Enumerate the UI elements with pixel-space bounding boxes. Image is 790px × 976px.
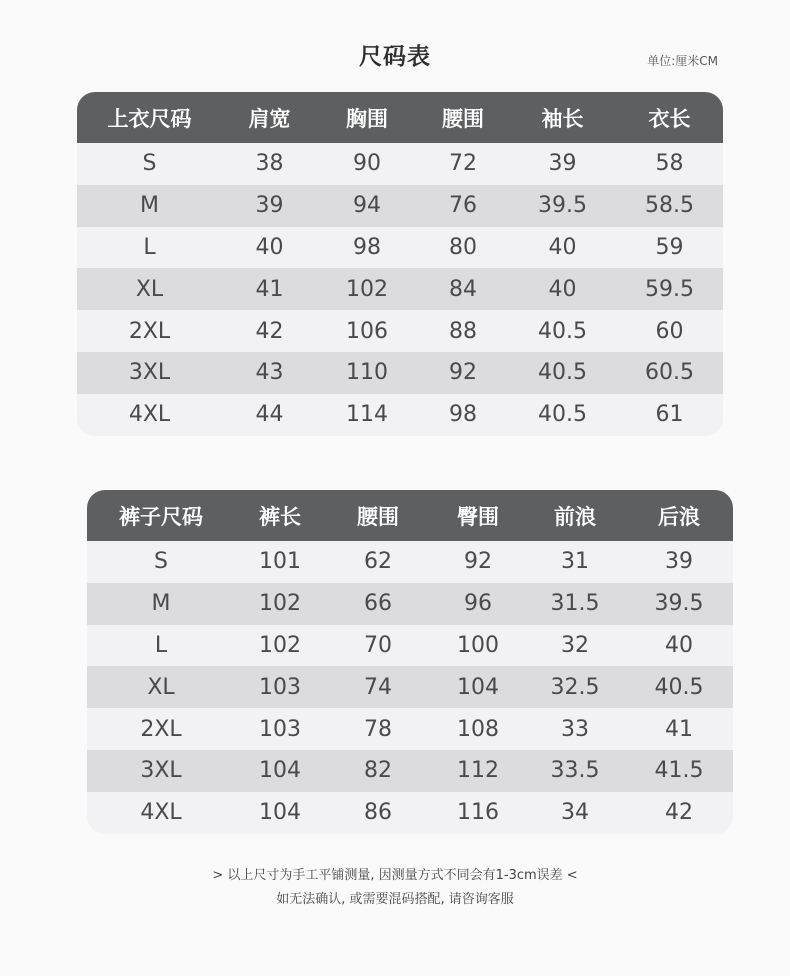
- table-cell: 3XL: [128, 360, 171, 386]
- table-cell: 61: [655, 402, 684, 428]
- table-cell: 40: [255, 234, 284, 260]
- table-cell: 103: [259, 716, 301, 742]
- table-header-row: [87, 490, 733, 541]
- table-cell: 98: [449, 402, 477, 428]
- table-cell: 60.5: [645, 360, 694, 386]
- table-cell: 3XL: [140, 758, 182, 784]
- table-cell: 74: [364, 674, 392, 700]
- table-cell: 58: [655, 151, 684, 177]
- table-cell: 4XL: [128, 402, 171, 428]
- table-cell: 38: [255, 151, 284, 177]
- table-cell: 33.5: [550, 758, 600, 784]
- table-cell: 34: [561, 800, 589, 826]
- table-cell: 44: [255, 402, 284, 428]
- table-cell: 40.5: [538, 360, 587, 386]
- table-cell: 33: [561, 716, 589, 742]
- table-cell: XL: [135, 276, 164, 302]
- header-cell: 腰围: [357, 504, 399, 529]
- table-cell: 104: [457, 674, 499, 700]
- table-cell: 39.5: [654, 591, 704, 617]
- table-row: [87, 583, 733, 625]
- table-cell: 90: [353, 151, 381, 177]
- table-cell: 40.5: [538, 402, 587, 428]
- header-cell: 衣长: [648, 106, 691, 131]
- unit-label: 单位:厘米CM: [647, 54, 718, 68]
- bottom-size-table: [87, 490, 733, 834]
- table-cell: XL: [147, 674, 175, 700]
- table-cell: 2XL: [140, 716, 182, 742]
- table-cell: 66: [364, 591, 392, 617]
- table-cell: 72: [449, 151, 477, 177]
- table-cell: 31: [561, 549, 589, 575]
- table-cell: 40.5: [538, 318, 587, 344]
- table-header-row: [77, 92, 723, 143]
- table-cell: 40: [548, 276, 577, 302]
- table-cell: 96: [464, 591, 492, 617]
- table-cell: S: [154, 549, 168, 575]
- table-cell: 39.5: [538, 193, 587, 219]
- table-cell: 76: [449, 193, 477, 219]
- table-row: [77, 227, 723, 269]
- table-cell: L: [143, 234, 156, 260]
- header-cell: 裤长: [259, 504, 301, 529]
- table-cell: 40.5: [654, 674, 704, 700]
- table-cell: 32: [561, 632, 589, 658]
- top-size-table: [77, 92, 723, 436]
- table-cell: S: [142, 151, 157, 177]
- table-cell: M: [140, 193, 159, 219]
- header-cell: 前浪: [554, 504, 596, 529]
- table-cell: 4XL: [140, 800, 182, 826]
- header-cell: 袖长: [541, 106, 584, 131]
- table-cell: 62: [364, 549, 392, 575]
- contact-note: 如无法确认, 或需要混码搭配, 请咨询客服: [276, 892, 514, 907]
- table-cell: 80: [449, 234, 477, 260]
- header-cell: 胸围: [346, 106, 388, 131]
- table-cell: 103: [259, 674, 301, 700]
- table-row: [77, 143, 723, 185]
- table-cell: 92: [449, 360, 477, 386]
- table-cell: 2XL: [128, 318, 171, 344]
- table-row: [87, 750, 733, 792]
- table-row: [87, 625, 733, 667]
- table-cell: 82: [364, 758, 392, 784]
- table-cell: 40: [548, 234, 577, 260]
- table-cell: 39: [548, 151, 577, 177]
- table-cell: 101: [259, 549, 301, 575]
- table-row: [77, 394, 723, 436]
- table-cell: 39: [665, 549, 693, 575]
- table-cell: 100: [457, 632, 499, 658]
- table-cell: 41: [665, 716, 693, 742]
- table-row: [87, 792, 733, 834]
- table-row: [77, 185, 723, 227]
- table-cell: 102: [259, 591, 301, 617]
- table-cell: 59.5: [645, 276, 694, 302]
- table-cell: 41.5: [654, 758, 704, 784]
- table-cell: 108: [457, 716, 499, 742]
- header-cell: 上衣尺码: [107, 106, 192, 131]
- table-row: [77, 268, 723, 310]
- table-cell: 40: [665, 632, 693, 658]
- table-cell: 39: [255, 193, 284, 219]
- header-cell: 腰围: [442, 106, 484, 131]
- table-row: [87, 708, 733, 750]
- table-cell: 60: [655, 318, 684, 344]
- table-cell: 98: [353, 234, 381, 260]
- table-cell: 41: [255, 276, 284, 302]
- table-cell: 102: [259, 632, 301, 658]
- table-cell: 102: [346, 276, 388, 302]
- header-cell: 后浪: [658, 504, 700, 529]
- table-cell: 104: [259, 800, 301, 826]
- table-cell: M: [151, 591, 171, 617]
- table-cell: 58.5: [645, 193, 694, 219]
- table-cell: 42: [665, 800, 693, 826]
- table-cell: 88: [449, 318, 477, 344]
- header-cell: 臀围: [457, 504, 499, 529]
- table-cell: L: [154, 632, 168, 658]
- table-cell: 42: [255, 318, 284, 344]
- header-cell: 裤子尺码: [119, 504, 203, 529]
- table-cell: 43: [255, 360, 284, 386]
- table-cell: 70: [364, 632, 392, 658]
- table-cell: 92: [464, 549, 492, 575]
- table-row: [77, 352, 723, 394]
- table-cell: 32.5: [550, 674, 600, 700]
- header-cell: 肩宽: [248, 106, 291, 131]
- table-cell: 86: [364, 800, 392, 826]
- table-cell: 31.5: [550, 591, 600, 617]
- table-cell: 110: [346, 360, 388, 386]
- table-cell: 112: [457, 758, 499, 784]
- table-row: [77, 310, 723, 352]
- table-cell: 106: [346, 318, 388, 344]
- table-cell: 104: [259, 758, 301, 784]
- table-cell: 84: [449, 276, 477, 302]
- table-cell: 78: [364, 716, 392, 742]
- measurement-note: > 以上尺寸为手工平铺测量, 因测量方式不同会有1-3cm误差 <: [212, 868, 578, 883]
- table-row: [87, 541, 733, 583]
- table-cell: 59: [655, 234, 684, 260]
- page-title: 尺码表: [359, 44, 431, 70]
- table-cell: 116: [457, 800, 499, 826]
- table-row: [87, 666, 733, 708]
- table-cell: 114: [346, 402, 388, 428]
- table-cell: 94: [353, 193, 381, 219]
